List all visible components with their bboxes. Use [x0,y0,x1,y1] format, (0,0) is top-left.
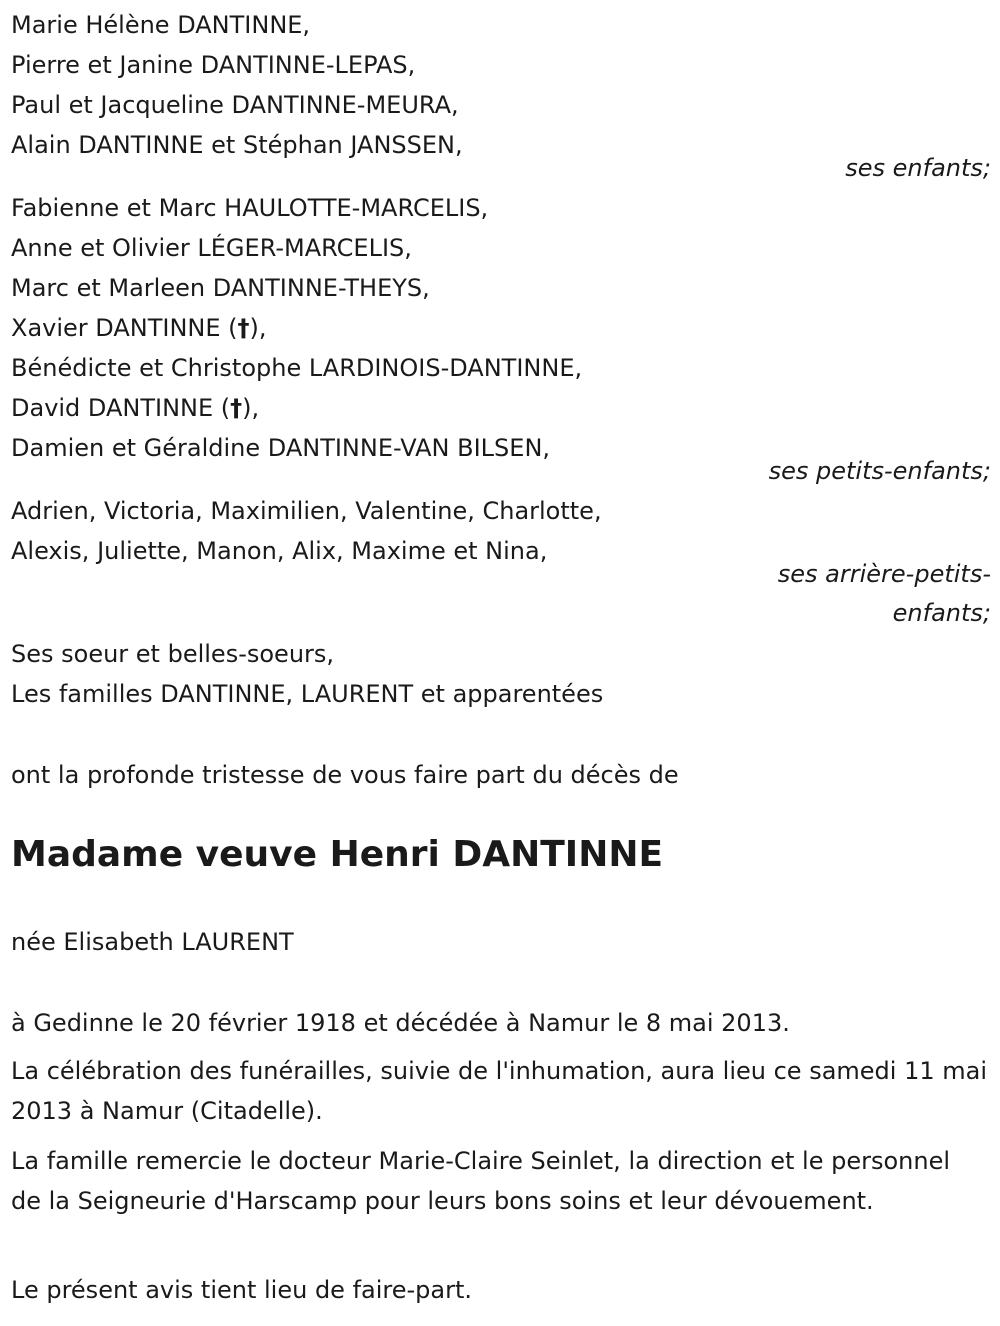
other-relatives-section [11,634,991,714]
child-name: Marie Hélène DANTINNE, [11,11,311,39]
grandchild-name-deceased [11,308,991,348]
great-grandchild-names: Adrien, Victoria, Maximilien, Valentine, Charlotte, [11,497,602,525]
great-grandchildren-section [11,491,991,633]
great-grandchild-names: Alexis, Juliette, Manon, Alix, Maxime et Nina, [11,537,548,565]
great-grandchildren-role-label-line2: enfants; [892,599,991,627]
maiden-name: née Elisabeth LAURENT [11,928,294,956]
announcement-text: ont la profonde tristesse de vous faire part du décès de [11,761,679,789]
grandchild-name-text: Xavier DANTINNE ( [11,314,238,342]
grandchild-name: Bénédicte et Christophe LARDINOIS-DANTINNE, [11,354,583,382]
relatives-line: Ses soeur et belles-soeurs, [11,640,335,668]
birth-death-dates: à Gedinne le 20 février 1918 et décédée à Namur le 8 mai 2013. [11,1009,790,1037]
funeral-details: La célébration des funérailles, suivie de l'inhumation, aura lieu ce samedi 11 mai 2013 à Namur (Citadelle). [11,1057,988,1125]
child-name: Alain DANTINNE et Stéphan JANSSEN, [11,131,463,159]
relatives-line: Les familles DANTINNE, LAURENT et apparentées [11,680,604,708]
child-name: Paul et Jacqueline DANTINNE-MEURA, [11,91,459,119]
grandchildren-section [11,188,991,491]
thanks-paragraph: La famille remercie le docteur Marie-Claire Seinlet, la direction et le personnel de la Seigneurie d'Harscamp pour leurs bons soins et leur dévouement. [11,1147,951,1215]
child-name: Pierre et Janine DANTINNE-LEPAS, [11,51,416,79]
cross-icon: † [237,314,250,342]
great-grandchildren-role-label-line1: ses arrière-petits- [777,560,991,588]
grandchild-name: Damien et Géraldine DANTINNE-VAN BILSEN, [11,434,551,462]
children-section [11,5,991,188]
grandchild-name-suffix: ), [242,394,260,422]
grandchild-name-text: David DANTINNE ( [11,394,231,422]
grandchild-name-deceased [11,388,991,428]
closing-note: Le présent avis tient lieu de faire-part. [11,1276,473,1304]
grandchildren-role-label: ses petits-enfants; [768,457,991,485]
grandchild-name: Marc et Marleen DANTINNE-THEYS, [11,274,430,302]
deceased-name-heading: Madame veuve Henri DANTINNE [11,834,664,875]
cross-icon: † [230,394,243,422]
grandchild-name: Fabienne et Marc HAULOTTE-MARCELIS, [11,194,489,222]
grandchild-name: Anne et Olivier LÉGER-MARCELIS, [11,234,412,262]
grandchild-name-suffix: ), [249,314,267,342]
children-role-label: ses enfants; [845,154,991,182]
